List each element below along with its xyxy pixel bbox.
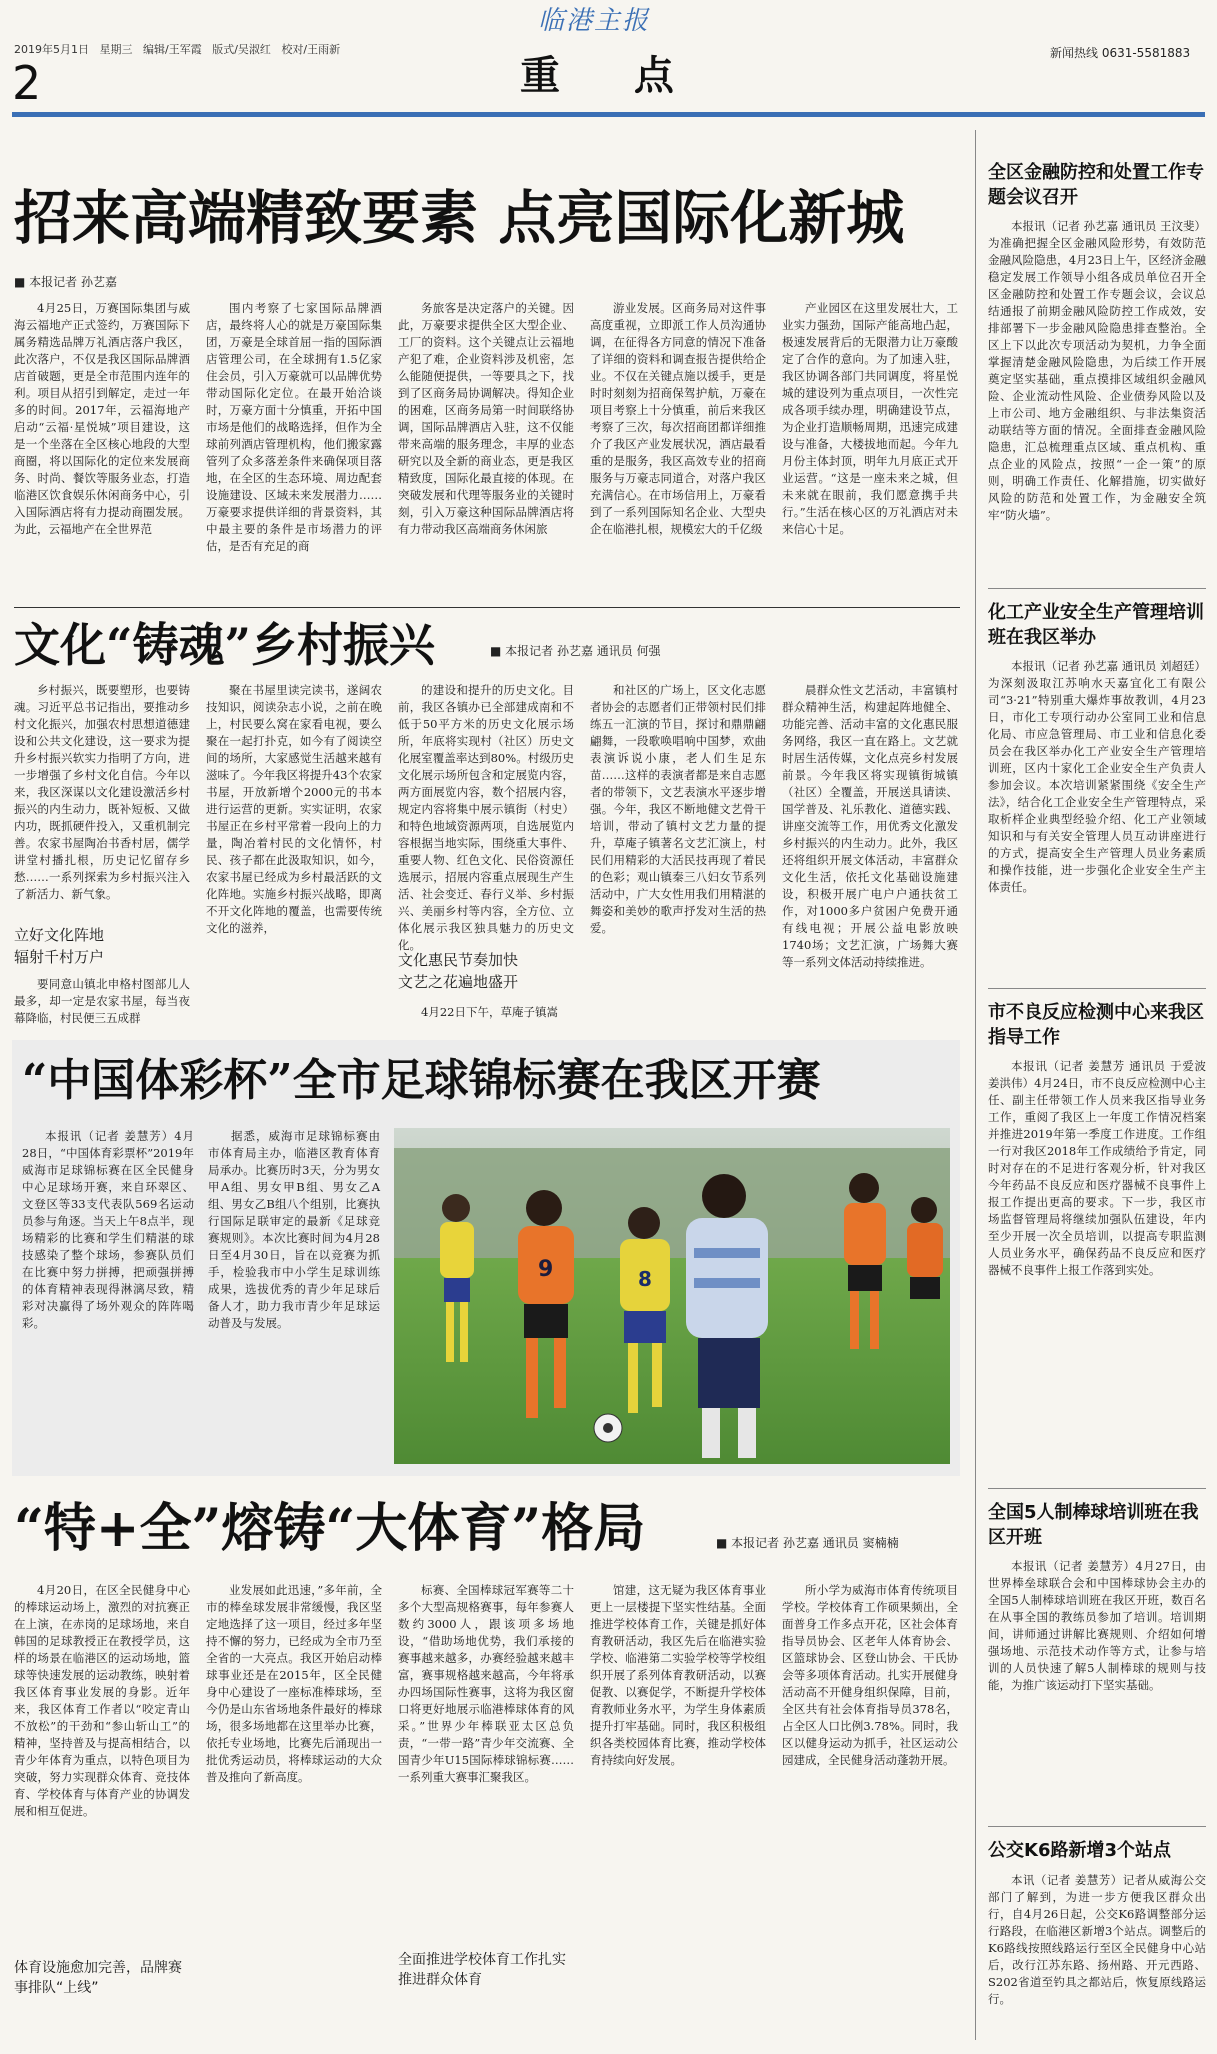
sidebar-item-4-body: [988, 1558, 1206, 1818]
sidebar-paragraph: 本报讯（记者 孙艺嘉 通讯员 王汶斐）为准确把握全区金融风险形势，有效防范金融风险隐患，4月23日上午，区经济金融稳定发展工作领导小组各成员单位召开全区金融防控和处置工作专题会议，会议总结通报了前期金融风险防控工作成效，安排部署下一步金融风险隐患排查整治。全区上下以此次专项活动为契机，力争全面掌握清楚金融风险隐患，为后续工作开展奠定坚实基础，重点摸排区域组织金融风险、企业流动性风险、企业债券风险以及上市公司、地方金融组织、与非法集资活动联结等方面的情况。全面排查金融风险隐患，汇总梳理重点区域、重点机构、重点企业的风险点，按照“一企一策”的原则，明确工作责任、化解措施，切实做好风险的防范和处置工作，为金融安全筑牢“防火墙”。: [988, 219, 1206, 522]
sidebar-item-4-title: 全国5人制棒球培训班在我区开班: [988, 1502, 1199, 1548]
article2-byline: ■ 本报记者 孙艺嘉 通讯员 何强: [490, 644, 661, 658]
article4-headline: “特+全”熔铸“大体育”格局: [14, 1498, 646, 1559]
article1-column-1: [14, 300, 190, 600]
article2-subhead-4: 文艺之花遍地盛开: [398, 973, 519, 991]
article4-paragraph: 所小学为威海市体育传统项目学校。学校体育工作硕果频出，全面普身工作多点开花，区社会体育指导员协会、区老年人体育协会、区篮球协会、区登山协会、干氏协会等多项体育活动。扎实开展健身活动高不开健身组织保障，目前，全区共有社会体育指导员378名，占全区人口比例3.78%。同时，我区以健身运动为抓手，社区运动公园建成，全民健身活动蓬勃开展。: [782, 1583, 958, 1767]
sidebar-paragraph: 本讯（记者 姜慧芳）记者从威海公交部门了解到，为进一步方便我区群众出行，自4月26日起，公交K6路调整部分运行路段，在临港区新增3个站点。调整后的K6路线按照线路运行至区全民健身中心站后，改行江苏东路、扬州路、开元西路、S202省道至钓具之都站后，恢复原线路运行。: [988, 1873, 1206, 2006]
article4-paragraph: 业发展如此迅速，”多年前，全市的棒垒球发展非常缓慢，我区坚定地选择了这一项目，经过多年坚持不懈的努力，已经成为全市乃至全省的一大亮点。我区开始启动棒球事业还是在2015年，区全民健身中心建设了一座标准棒球场，至今仍是山东省场地条件最好的棒球场，很多场地都在这里举办比赛，依托专业场地，比赛先后涌现出一批优秀运动员，将棒球运动的大众普及推向了新高度。: [206, 1583, 382, 1784]
article1-paragraph: 务旅客是决定落户的关键。因此，万豪要求提供全区大型企业、工厂的资料。这个关键点让云福地产犯了难，企业资料涉及机密，怎么能随便提供，一等要具之下，找到了区商务局协调解决。得知企业的困难，区商务局第一时间联络协调，国际品牌酒店入驻，这不仅能带来高端的服务理念，丰厚的业态研究以及全新的商业态，更是我区精致度，国际化最直接的体现。在突破发展和代理等服务业的关键时刻，引入万豪这种国际品牌酒店将有力带动我区高端商务休闲旅: [398, 301, 574, 536]
article2-byline-text: 本报记者 孙艺嘉 通讯员 何强: [505, 644, 661, 658]
article4-byline-text: 本报记者 孙艺嘉 通讯员 窦楠楠: [731, 1536, 899, 1550]
section-title: 重 点: [520, 53, 704, 99]
sidebar-item-3-title: 市不良反应检测中心来我区指导工作: [988, 1002, 1204, 1048]
masthead-date-line: [14, 41, 340, 57]
article4-column-1: [14, 1582, 190, 1950]
article3-column-1: [22, 1128, 194, 1464]
article2-paragraph: 和社区的广场上，区文化志愿者协会的志愿者们正带领村民们排练五一汇演的节目，探讨和鼎鼎翩翩舞，一段歌唤唱响中国梦，欢曲表演诉说小康，老人们生足东苗……这样的表演者都是来自志愿者的带领下，文艺表演水平逐步增强。今年，我区不断地健文艺骨干培训，带动了镇村文艺力量的提升，草庵子镇著名文艺汇演上，村民们用精彩的大活民技再现了着民的色彩；观山镇秦三八妇女节系列活动中，广大女性用我们用精湛的舞姿和美妙的歌声抒发对生活的热爱。: [590, 683, 766, 935]
layout-editor: 版式/吴淑红: [212, 43, 271, 56]
sidebar-item-1-title: 全区金融防控和处置工作专题会议召开: [988, 162, 1204, 208]
sidebar-divider: [975, 130, 976, 2040]
soccer-ball: [594, 1414, 622, 1442]
article2-column-2: [206, 682, 382, 1028]
article1-paragraph: 围内考察了七家国际品牌酒店，最终将人心的就是万豪国际集团，万豪是全球首屈一指的国际酒店管理公司，在全球拥有1.5亿家住会员，引入万豪就可以品牌优势带动国际化定位。在最开始洽谈时，万豪方面十分慎重，开拓中国市场是他们的战略选择，但作为全球前列酒店管理机构，他们搬家露管列了众多落差条件来确保项目落地，在全区的生态环境、周边配套设施建设、区域未来发展潜力……万豪要求提供详细的背景资料，其中最主要的条件是市场潜力的评估，是否有充足的商: [206, 301, 382, 553]
soccer-photo: [394, 1128, 950, 1464]
article4-column-2: [206, 1582, 382, 2037]
svg-text:8: 8: [638, 1267, 652, 1291]
issue-date: 2019年5月1日: [14, 43, 89, 56]
article2-subhead-2: 辐射千村万户: [14, 948, 105, 966]
article1-column-3: [398, 300, 574, 600]
article3-paragraph: 据悉，威海市足球锦标赛由市体育局主办，临港区教育体育局承办。比赛历时3天，分为男女甲A组、男女甲B组、男女乙A组、男女乙B组八个组别，比赛执行国际足联审定的最新《足球竞赛规则》。本次比赛时间为4月28日至4月30日，旨在以竞赛为抓手，检验我市中小学生足球训练成果，选拔优秀的青少年足球后备人才，助力我市青少年足球运动普及与发展。: [208, 1129, 380, 1330]
article4-column-5: [782, 1582, 958, 2037]
article2-paragraph: 乡村振兴，既要塑形，也要铸魂。习近平总书记指出，要推动乡村文化振兴，加强农村思想道德建设和公共文化建设，这一要求为提升乡村振兴软实力指明了方向，进一步增强了乡村文化自信。今年以来，我区深谋以文化建设激活乡村振兴的内生动力，既补短板、又做内功，既抓硬件投入，又重机制完善。农家书屋陶冶书香村居，儒学讲堂村播扎根，历史记忆留存乡愁……一系列探索为乡村振兴注入了新活力、新气象。: [14, 683, 190, 901]
article2-paragraph: 聚在书屋里读完读书，遂阔农技知识，阅读杂志小说，之前在晚上，村民要么窝在家看电视，要么聚在一起打扑克，如今有了阅读空间的场所，大家感觉生活越来越有滋味了。今年我区将提升43个农家书屋，开放新增个2000元的书本进行运营的更新。实实证明，农家书屋正在乡村平常着一段向上的力量，陶冶着村民的文化情怀，村民、孩子都在此汲取知识，如今，农家书屋已经成为乡村最活跃的文化阵地。实施乡村振兴战略，即离不开文化阵地的覆盖，也需要传统文化的滋养，: [206, 683, 382, 935]
article1-paragraph: 产业园区在这里发展壮大，工业实力强劲，国际产能高地凸起，极速发展背后的无限潜力让万豪酸定了合作的意向。为了加速入驻，我区协调各部门共同调度，将星悦城的建设列为重点项目，一次性完成各项手续办理，明确建设节点，为企业打造顺畅周期，迅速完成建设与准备，大楼拔地而起。今年九月份主体封顶，明年九月底正式开业运营。“这是一座未来之城，但未来就在眼前，我们愿意携手共行。”生活在核心区的万礼酒店对未来信心十足。: [782, 301, 958, 536]
article4-paragraph: 4月20日，在区全民健身中心的棒球运动场上，激烈的对抗赛正在上演，在赤岗的足球场地，来自韩国的足球教授正在教授学员，这样的场景在临港区的运动场地，篮球等快速发展的运动教练，映射着我区体育事业发展的身影。近年来，我区体育工作者以“咬定青山不放松”的干劲和“参山斩山工”的精神，坚持普及与提高相结合，以青少年体育为重点，以特色项目为突破，努力实现群众体育、竞技体育、学校体育与体育产业的协调发展和相互促进。: [14, 1583, 190, 1818]
sidebar-item-3-body: [988, 1058, 1206, 1478]
article1-column-4: [590, 300, 766, 600]
article1-column-5: [782, 300, 958, 600]
article4-paragraph: 标赛、全国棒球冠军赛等二十多个大型高规格赛事，每年参赛人数约3000人，跟该项多场地设，“借助场地优势，我们承接的赛事越来越多，办赛经验越来越丰富，赛事规格越来越高，今年将承办四场国际性赛事，这将为我区窗口将更好地展示临港棒球体育的风采。”世界少年棒联亚太区总负责，“一带一路”青少年交流赛、全国青少年U15国际棒球锦标赛……一系列重大赛事汇聚我区。: [398, 1583, 574, 1784]
sidebar-item-2-body: [988, 658, 1206, 980]
article4-byline: ■ 本报记者 孙艺嘉 通讯员 窦楠楠: [716, 1536, 899, 1550]
article2-column-1: [14, 682, 190, 919]
sidebar-separator: [988, 988, 1206, 989]
sidebar-item-2-title: 化工产业安全生产管理培训班在我区举办: [988, 602, 1204, 648]
sidebar-item-5-title: 公交K6路新增3个站点: [988, 1840, 1171, 1861]
sidebar-separator: [988, 1488, 1206, 1489]
proofreader: 校对/王雨新: [281, 43, 341, 56]
sidebar-item-5-body: [988, 1872, 1206, 2040]
svg-text:9: 9: [538, 1257, 554, 1282]
article2-column-3-cont: [398, 1004, 574, 1028]
article4-column-4: [590, 1582, 766, 2037]
article2-paragraph: 4月22日下午，草庵子镇嵩: [421, 1005, 558, 1019]
article2-headline: 文化“铸魂”乡村振兴: [14, 618, 435, 672]
article3-paragraph: 本报讯（记者 姜慧芳）4月28日，“中国体育彩票杯”2019年威海市足球锦标赛在区全民健身中心足球场开赛，来自环翠区、文登区等33支代表队569名运动员参与角逐。当天上午8点半，现场精彩的比赛和学生们精湛的球技感染了整个球场，参赛队员们在比赛中努力拼搏，把顽强拼搏的体育精神表现得淋漓尽致，精彩对决赢得了场外观众的阵阵喝彩。: [22, 1129, 194, 1330]
article2-column-4: [590, 682, 766, 1028]
article2-column-3: [398, 682, 574, 952]
article4-paragraph: 馆建，这无疑为我区体育事业更上一层楼提下坚实性结基。全面推进学校体育工作，关键是抓好体育教研活动，我区先后在临港实验学校、临港第二实验学校等学校组织开展了系列体育教研活动，以赛促教、以赛促学，不断提升学校体育教师业务水平，为学生身体素质提升打牢基础。同时，我区积极组织各类校园体育比赛，推动学校体育持续向好发展。: [590, 1583, 766, 1767]
article2-column-1-cont: [14, 976, 190, 1028]
article3-column-2: [208, 1128, 380, 1464]
sidebar-paragraph: 本报讯（记者 孙艺嘉 通讯员 刘超廷）为深刻汲取江苏响水天嘉宜化工有限公司“3·21”特别重大爆炸事故教训，4月23日，市化工专项行动办公室同工业和信息化局、市应急管理局、市工业和信息化委员会在我区举办化工产业安全生产管理培训班，区内十家化工企业安全生产负责人参加会议。本次培训紧紧围绕《安全生产法》，结合化工企业安全生产管理特点，采取析样企业典型经验介绍、化工产业领域知识和与有关安全管理人员互动讲座进行的方式，提高安全生产管理人员业务素质和操作技能，进一步强化企业安全生产主体责任。: [988, 659, 1206, 894]
sidebar-paragraph: 本报讯（记者 姜慧芳）4月27日，由世界棒垒球联合会和中国棒球协会主办的全国5人制棒球培训班在我区开班，数百名在从事全国的教练员参加了培训。培训期间，讲师通过讲解比赛规则、介绍如何增强场地、示范技术动作等方式，让参与培训的人员快速了解5人制棒球的规则与技能，为推广该运动打下坚实基础。: [988, 1559, 1206, 1692]
article2-paragraph: 要同意山镇北申格村图部儿人最多，却一定是农家书屋，每当夜幕降临，村民便三五成群: [14, 977, 190, 1025]
editor: 编辑/王军霞: [143, 43, 202, 56]
article4-subhead-2: 全面推进学校体育工作扎实推进群众体育: [398, 1952, 566, 1988]
sidebar-paragraph: 本报讯（记者 姜慧芳 通讯员 于爱波 姜洪伟）4月24日，市不良反应检测中心主任、副主任带领工作人员来我区指导业务工作，重阅了我区上一年度工作情况档案并推进2019年第一季度工作进度。工作组一行对我区2018年工作成绩给予肯定，同时对存在的不足进行客观分析，针对我区今年药品不良反应和医疗器械不良事件上报工作提出更高的要求。下一步，我区市场监督管理局将继续加强队伍建设，年内至少开展一次全员培训，以提高专职监测人员业务水平，确保药品不良反应和医疗器械不良事件上报工作落到实处。: [988, 1059, 1206, 1277]
article3-headline: “中国体彩杯”全市足球锦标赛在我区开赛: [22, 1055, 821, 1106]
masthead-logo: 临港主报: [538, 6, 651, 36]
sidebar-item-1-body: [988, 218, 1206, 578]
article2-subhead-3: 文化惠民节奏加快: [398, 951, 519, 969]
sidebar-separator: [988, 1826, 1206, 1827]
article4-column-3: [398, 1582, 574, 1938]
article2-subhead-1: 立好文化阵地: [14, 926, 105, 944]
article2-paragraph: 的建设和提升的历史文化。目前，我区各镇办已全部建成南和不低于50平方米的历史文化展示场所，年底将实现村（社区）历史文化展室覆盖率达到80%。村级历史文化展示场所包含和定展览内容，两方面展览内容，数个招展内容，规定内容将集中展示镇街（村史）和特色地域资源两项，自选展览内容根据当地实际，围绕重大事件、重要人物、红色文化、民俗资源任选展示，招展内容重点展现生产生活、社会变迁、春行义举、乡村振兴、美丽乡村等内容，全方位、立体化展示我区独具魅力的历史文化。: [398, 683, 574, 952]
article1-byline-text: 本报记者 孙艺嘉: [29, 275, 117, 289]
article1-paragraph: 游业发展。区商务局对这件事高度重视，立即派工作人员沟通协调，在征得各方同意的情况下准备了详细的资料和调查报告提供给企业。不仅在关键点施以援手，更是时时刻刻为招商保驾护航，万豪在项目考察上十分慎重，前后来我区考察了三次，每次招商团都详细推介了我区产业发展状况，酒店最看重的是服务，我区高效专业的招商服务与万豪志同道合，对落户我区充满信心。在市场信用上，万豪看到了一系列国际知名企业、大型央企在临港扎根，规模宏大的千亿级: [590, 301, 766, 536]
article2-paragraph: 晨群众性文艺活动，丰富镇村群众精神生活，构建起阵地健全、功能完善、活动丰富的文化惠民服务网络，我区一直在路上。文艺就时居生活传媒，文化点亮乡村发展前景。今年我区将实现镇街城镇（社区）全覆盖，开展送具请读、国学普及、礼乐教化、道德实践、讲座交流等工作，用优秀文化激发乡村振兴的内生动力。此外，我区还将组织开展文体活动，丰富群众文化生活，依托文化基础设施建设，积极开展广电户户通扶贫工作，对1000多户贫困户免费开通有线电视；开展公益电影放映1740场；文艺汇演，广场舞大赛等一系列文体活动持续推进。: [782, 683, 958, 969]
article1-headline: 招来高端精致要素 点亮国际化新城: [14, 184, 905, 252]
soccer-match-illustration: [394, 1128, 950, 1464]
issue-weekday: 星期三: [99, 43, 133, 56]
article2-column-5: [782, 682, 958, 1028]
article1-byline: ■ 本报记者 孙艺嘉: [14, 275, 117, 289]
page-number: 2: [12, 56, 42, 110]
article1-bottom-rule: [14, 607, 960, 608]
article1-column-2: [206, 300, 382, 600]
news-hotline: 新闻热线 0631-5581883: [1050, 46, 1191, 60]
article4-subhead-1: 体育设施愈加完善，品牌赛事排队“上线”: [14, 1960, 182, 1996]
masthead-bar: [12, 112, 1205, 117]
sidebar-separator: [988, 588, 1206, 589]
article1-paragraph: 4月25日，万赛国际集团与威海云福地产正式签约，万赛国际下属务精选品牌万礼酒店落户我区，此次落户，不仅是我区国际品牌酒店首破题，更是全市范围内连年的利。项目从招引到解定，走过一年多的时间。2017年，云福海地产启动“云福·星悦城”项目建设，这是一个坐落在全区核心地段的大型商圈，将以国际化的定位来发展商务、时尚、餐饮等服务业态，打造临港区饮食娱乐休闲商务中心，引入国际酒店将有力提动商圈发展。为此，云福地产在全世界范: [14, 301, 190, 536]
